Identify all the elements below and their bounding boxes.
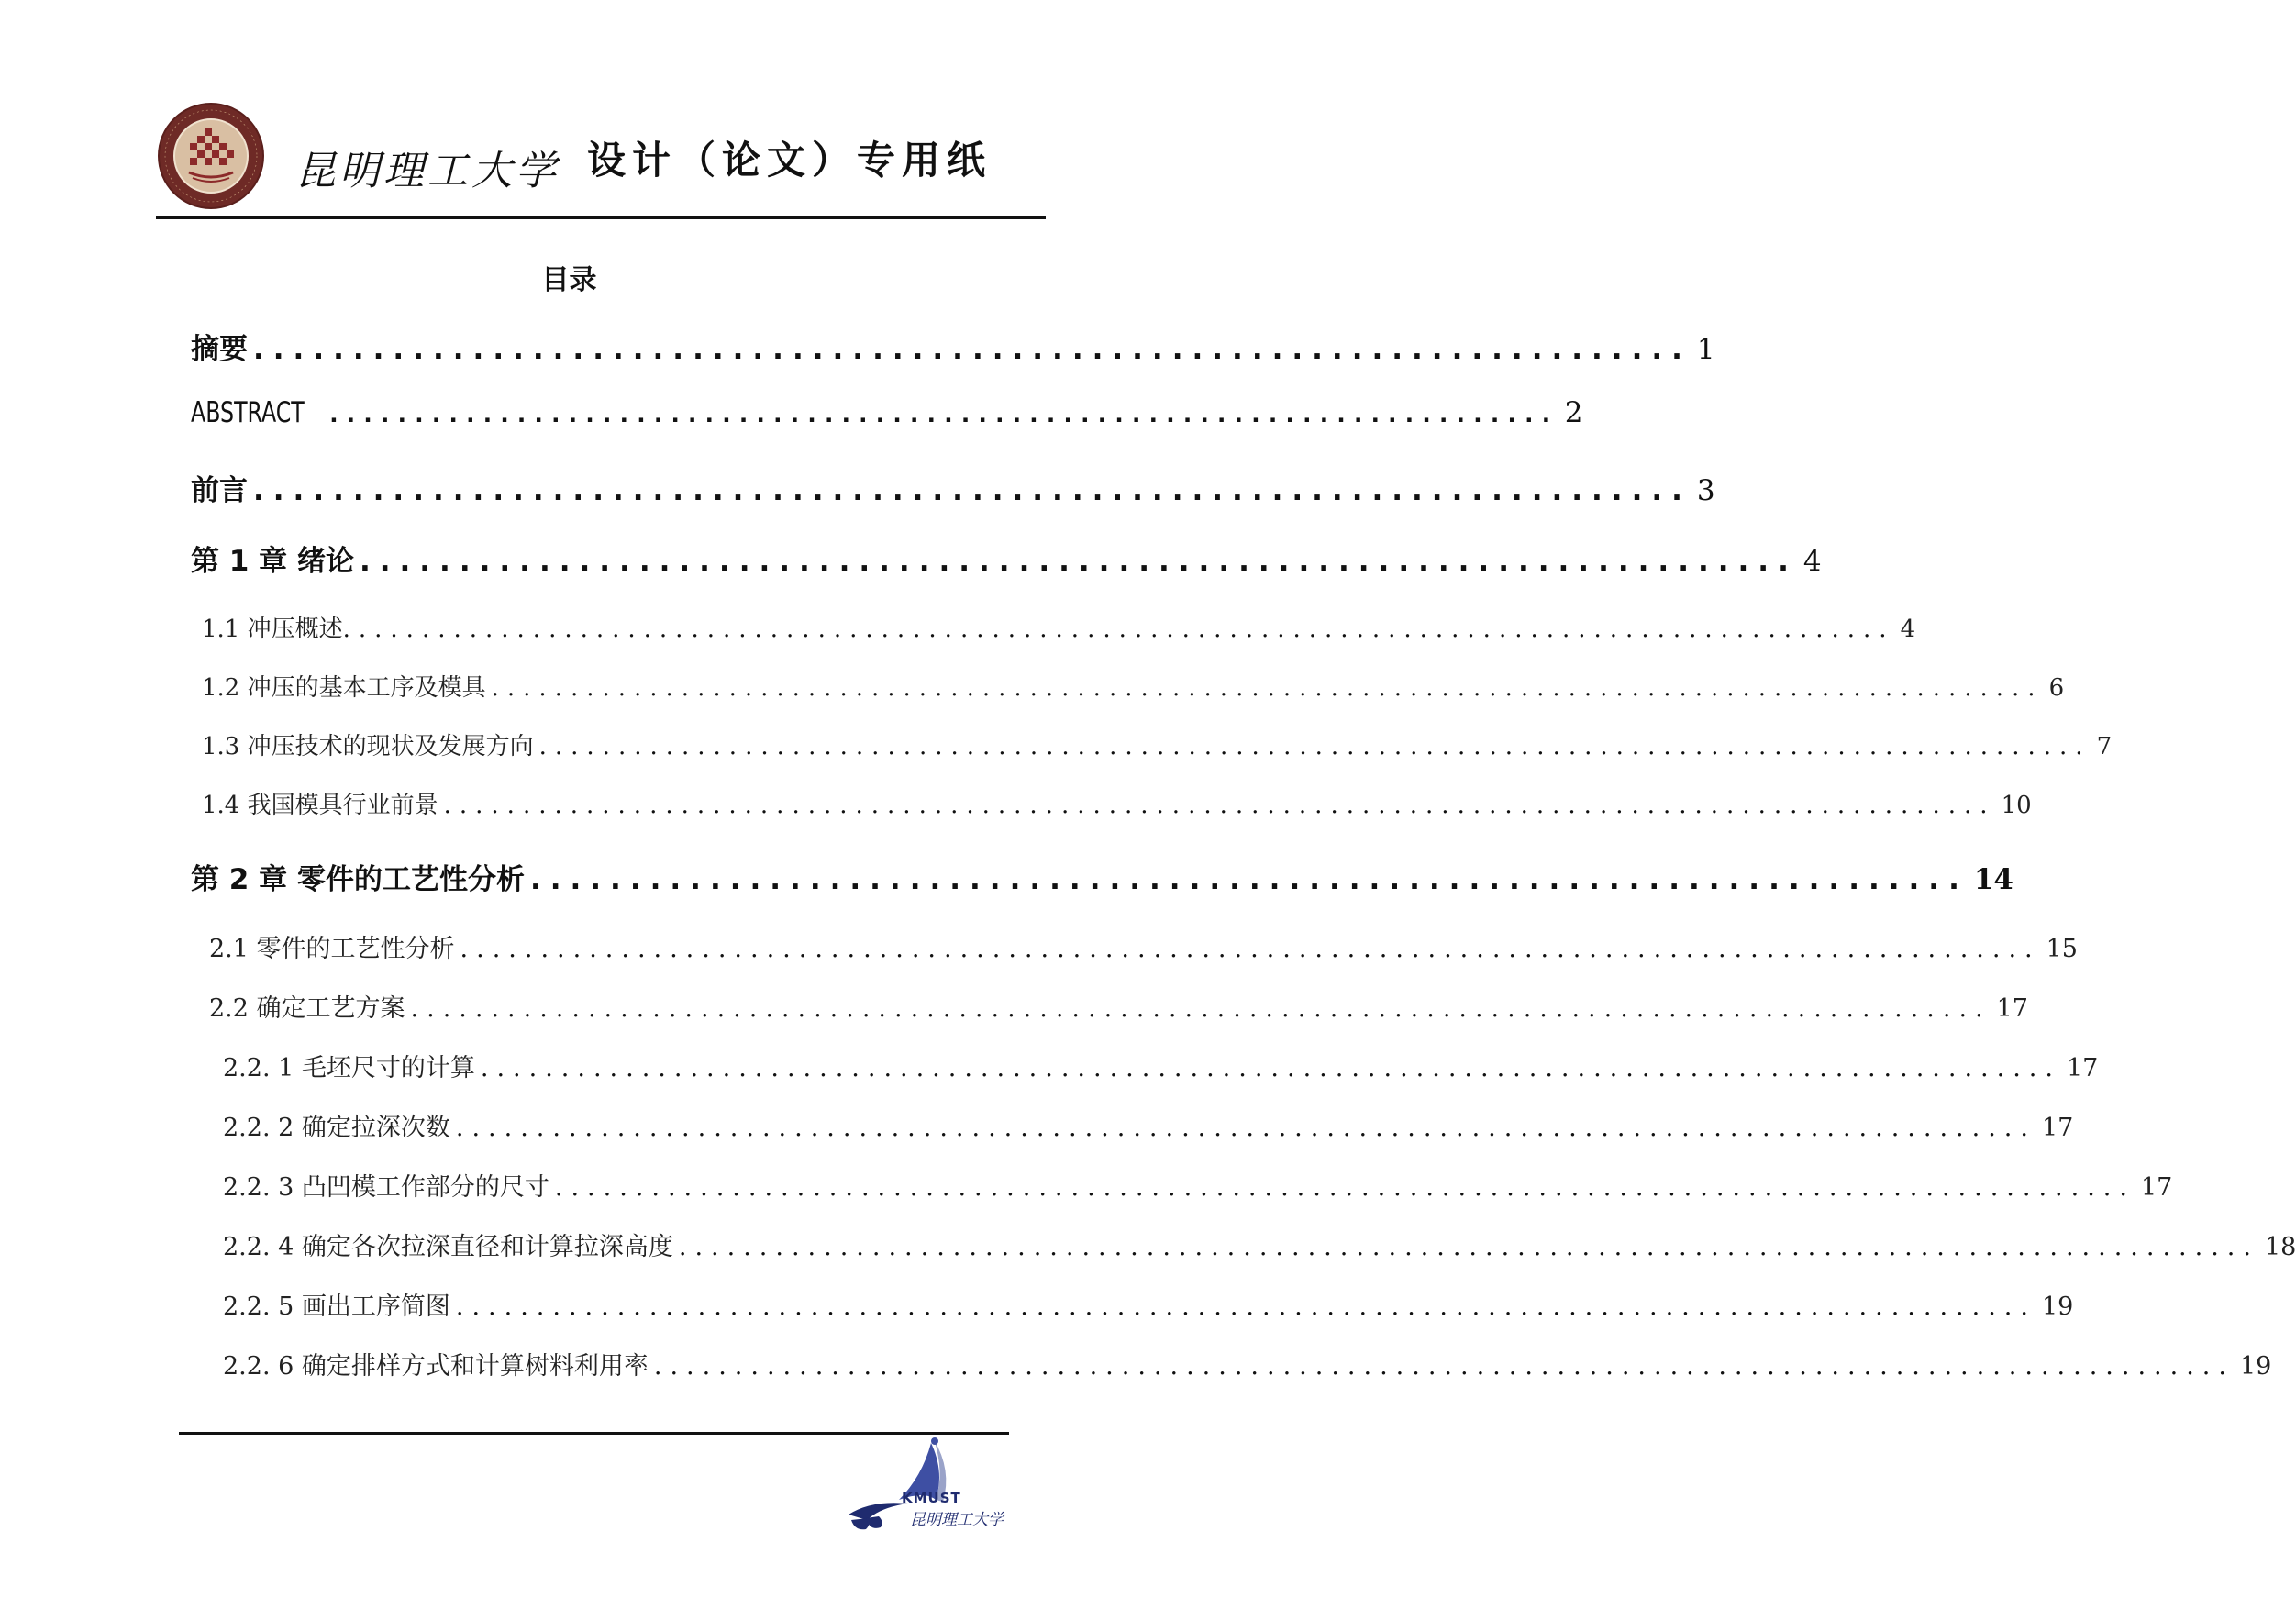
toc-entry-page: 3 [1696, 474, 1715, 507]
toc-entry-page: 19 [2041, 1293, 2074, 1321]
toc-entry-label: 前言 [191, 474, 248, 507]
toc-entry-page: 17 [1996, 994, 2028, 1023]
toc-entry [202, 669, 2065, 703]
paper-label: 设计（论文）专用纸 [587, 138, 993, 183]
toc-dot-leader: .................................................................................................. [491, 674, 2044, 702]
toc-entry-label: ABSTRACT [191, 396, 305, 429]
toc-dot-leader: .................................................................................................. [455, 1114, 2036, 1142]
toc-dot-leader: ........................................................................ [253, 333, 1691, 366]
toc-entry-label: 2.2. 3 凸凹模工作部分的尺寸 [223, 1173, 549, 1202]
toc-entry-page: 19 [2239, 1352, 2272, 1381]
toc-entry-label: 摘要 [191, 333, 248, 366]
toc-entry [191, 326, 1715, 367]
toc-entry-label: 2.2 确定工艺方案 [209, 994, 405, 1023]
toc-entry [202, 610, 1916, 644]
toc-entry-label: 1.2 冲压的基本工序及模具 [202, 674, 486, 702]
university-seal-logo [156, 101, 266, 211]
toc-entry [223, 1286, 2074, 1322]
toc-entry-page: 4 [1802, 545, 1822, 578]
toc-entry [223, 1107, 2074, 1143]
toc-entry-page: 6 [2048, 674, 2065, 702]
toc-dot-leader: ........................................................................ [359, 545, 1798, 578]
toc-entry-page: 2 [1564, 396, 1583, 429]
toc-entry-page: 15 [2046, 935, 2078, 963]
toc-entry-label: 2.2. 2 确定拉深次数 [223, 1114, 450, 1142]
toc-dot-leader: .................................................................................................. [538, 733, 2091, 760]
toc-entry-label: 1.3 冲压技术的现状及发展方向 [202, 733, 534, 760]
toc-entry [191, 396, 1583, 429]
footer-divider [179, 1432, 1009, 1435]
toc-dot-leader: ........................................................................ [253, 474, 1691, 507]
toc-dot-leader: .................................................................................................. [460, 935, 2041, 963]
toc-entry-page: 18 [2264, 1233, 2296, 1261]
footer-school-name: 昆明理工大学 [910, 1511, 1004, 1529]
toc-entry [223, 1226, 2296, 1262]
toc-dot-leader: ........................................................................ [329, 396, 1559, 428]
toc-entry-page: 10 [2001, 792, 2032, 819]
toc-entry [202, 786, 2032, 820]
toc-entry-label: 1.1 冲压概述 [202, 616, 343, 643]
toc-entry-label: 2.2. 4 确定各次拉深直径和计算拉深高度 [223, 1233, 673, 1261]
toc-entry-page: 1 [1696, 333, 1715, 366]
toc-title: 目录 [541, 264, 597, 296]
footer-abbreviation: KMUST [902, 1490, 961, 1506]
toc-entry [223, 1167, 2173, 1203]
toc-entry-label: 2.1 零件的工艺性分析 [209, 935, 455, 963]
toc-dot-leader: .................................................................................................. [554, 1173, 2135, 1202]
header-divider [156, 216, 1046, 219]
toc-entry-label: 第 2 章 零件的工艺性分析 [191, 863, 525, 896]
toc-entry-page: 7 [2096, 733, 2113, 760]
toc-entry [209, 988, 2028, 1024]
page-header [0, 0, 1138, 220]
toc-entry [191, 467, 1715, 508]
toc-entry [191, 856, 2013, 897]
toc-entry-label: 第 1 章 绪论 [191, 545, 354, 578]
toc-dot-leader: .................................................................................................. [342, 616, 1895, 643]
toc-entry-label: 2.2. 5 画出工序简图 [223, 1293, 450, 1321]
toc-dot-leader: .................................................................................................. [480, 1054, 2061, 1082]
toc-dot-leader: ........................................................................ [529, 863, 1969, 896]
toc-entry [202, 727, 2113, 761]
toc-entry-page: 14 [1973, 863, 2013, 896]
toc-entry-page: 4 [1900, 616, 1916, 643]
toc-entry-page: 17 [2066, 1054, 2099, 1082]
toc-dot-leader: .................................................................................................. [653, 1352, 2235, 1381]
school-name: 昆明理工大学 [295, 148, 560, 194]
toc-dot-leader: .................................................................................................. [443, 792, 1996, 819]
toc-dot-leader: .................................................................................................. [455, 1293, 2036, 1321]
toc-dot-leader: .................................................................................................. [410, 994, 1991, 1023]
toc-entry [223, 1346, 2272, 1382]
toc-entry [209, 928, 2078, 964]
toc-entry-label: 1.4 我国模具行业前景 [202, 792, 438, 819]
toc-entry [223, 1048, 2099, 1083]
toc-entry-label: 2.2. 6 确定排样方式和计算树料利用率 [223, 1352, 649, 1381]
toc-entry-page: 17 [2041, 1114, 2074, 1142]
toc-dot-leader: .................................................................................................. [678, 1233, 2259, 1261]
toc-entry [191, 538, 1822, 579]
toc-entry-label: 2.2. 1 毛坯尺寸的计算 [223, 1054, 475, 1082]
toc-entry-page: 17 [2140, 1173, 2173, 1202]
